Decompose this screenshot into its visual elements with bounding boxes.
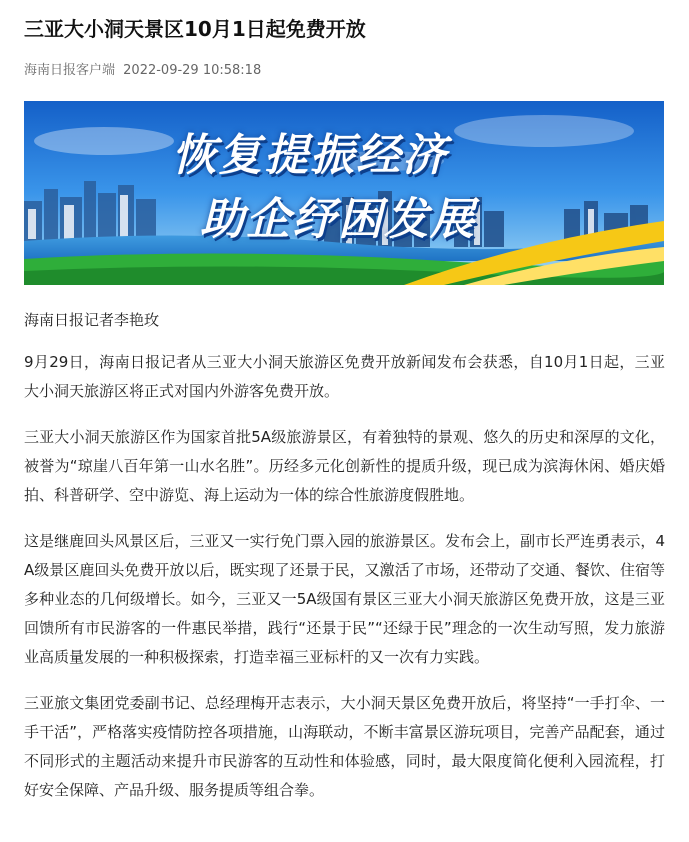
article-source: 海南日报客户端 [24,63,116,78]
article-paragraph-3: 这是继鹿回头风景区后，三亚又一实行免门票入园的旅游景区。发布会上，副市长严连勇表示，4A级景区鹿回头免费开放以后，既实现了还景于民，又激活了市场，还带动了交通、餐饮、住宿等多种业态的几何级增长。如今，三亚又一5A级国有景区三亚大小洞天旅游区免费开放，这是三亚回馈所有市民游客的一件惠民举措，践行“还景于民”“还绿于民”理念的一次生动写照，发力旅游业高质量发展的一种积极探索，打造幸福三亚标杆的又一次有力实践。 [24,532,665,666]
article-paragraph-2: 三亚大小洞天旅游区作为国家首批5A级旅游景区，有着独特的景观、悠久的历史和深厚的文化，被誉为“琼崖八百年第一山水名胜”。历经多元化创新性的提质升级，现已成为滨海休闲、婚庆婚拍、科普研学、空中游览、海上运动为一体的综合性旅游度假胜地。 [24,428,665,504]
article-timestamp: 2022-09-29 10:58:18 [123,63,262,78]
article-meta [24,62,665,80]
banner-headline-1: 恢复提振经济 [172,130,448,181]
banner-image [24,101,664,285]
article-paragraph-4: 三亚旅文集团党委副书记、总经理梅开志表示，大小洞天景区免费开放后，将坚持“一手打伞、一手干活”，严格落实疫情防控各项措施，山海联动，不断丰富景区游玩项目，完善产品配套，通过不同形式的主题活动来提升市民游客的互动性和体验感，同时，最大限度简化便利入园流程，打好安全保障、产品升级、服务提质等组合拳。 [24,694,665,799]
article-title: 三亚大小洞天景区10月1日起免费开放 [24,17,366,41]
article-byline: 海南日报记者李艳玫 [24,311,160,329]
article-paragraph-1: 9月29日，海南日报记者从三亚大小洞天旅游区免费开放新闻发布会获悉，自10月1日起，三亚大小洞天旅游区将正式对国内外游客免费开放。 [24,353,665,400]
banner-headline-2: 助企纾困发展 [200,194,476,245]
